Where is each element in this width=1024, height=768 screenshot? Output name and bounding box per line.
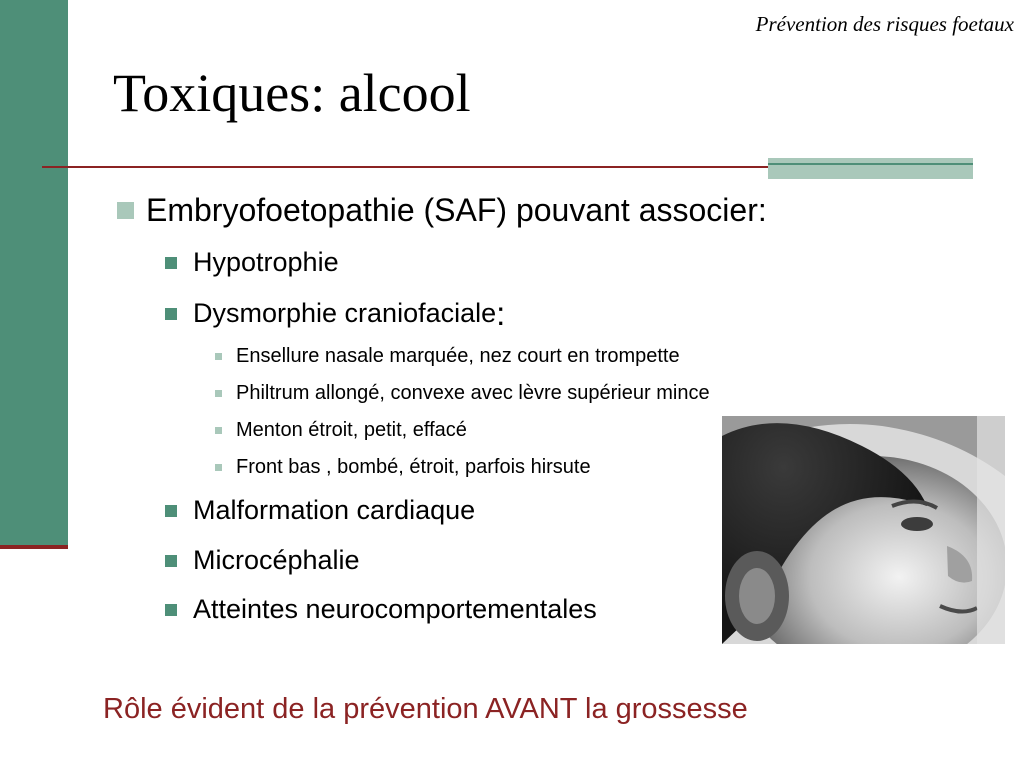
header-caption: Prévention des risques foetaux [755, 12, 1014, 36]
bullet-malformation [165, 495, 475, 526]
bullet-microcephalie [165, 545, 360, 576]
bullet-text: Menton étroit, petit, effacé [236, 419, 467, 441]
bullet-square-icon [215, 353, 222, 360]
footer-note: Rôle évident de la prévention AVANT la grossesse [103, 693, 748, 725]
sub-bullet-menton [215, 419, 467, 442]
sub-bullet-philtrum [215, 382, 710, 405]
left-accent-bar [0, 0, 68, 545]
bullet-text: Embryofoetopathie (SAF) pouvant associer: [146, 192, 767, 228]
sub-bullet-front [215, 456, 591, 479]
bullet-square-icon [165, 308, 177, 320]
bullet-text: Ensellure nasale marquée, nez court en trompette [236, 345, 680, 367]
sub-bullet-ensellure [215, 345, 680, 368]
bullet-text: Atteintes neurocomportementales [193, 594, 597, 624]
divider-accent-line [768, 163, 973, 165]
divider-accent-block [768, 158, 973, 179]
bullet-text: Microcéphalie [193, 545, 360, 575]
bullet-text: Hypotrophie [193, 247, 339, 277]
bullet-square-icon [165, 604, 177, 616]
bullet-square-icon [215, 427, 222, 434]
left-accent-rule [0, 545, 68, 549]
bullet-text: Malformation cardiaque [193, 495, 476, 525]
bullet-square-icon [215, 464, 222, 471]
bullet-square-icon [165, 257, 177, 269]
bullet-text: Front bas , bombé, étroit, parfois hirsute [236, 456, 591, 478]
bullet-square-icon [117, 202, 134, 219]
bullet-text: Philtrum allongé, convexe avec lèvre supérieur mince [236, 382, 710, 404]
bullet-square-icon [165, 555, 177, 567]
bullet-neuro [165, 594, 597, 625]
infant-photo-illustration [722, 416, 1005, 644]
infant-photo [722, 416, 1005, 644]
bullet-dysmorphie [165, 297, 505, 330]
bullet-colon: : [496, 295, 506, 332]
bullet-square-icon [215, 390, 222, 397]
bullet-hypotrophie [165, 247, 339, 278]
bullet-square-icon [165, 505, 177, 517]
bullet-text: Dysmorphie craniofaciale [193, 298, 497, 328]
slide-title: Toxiques: alcool [113, 63, 471, 123]
bullet-main [117, 192, 767, 229]
